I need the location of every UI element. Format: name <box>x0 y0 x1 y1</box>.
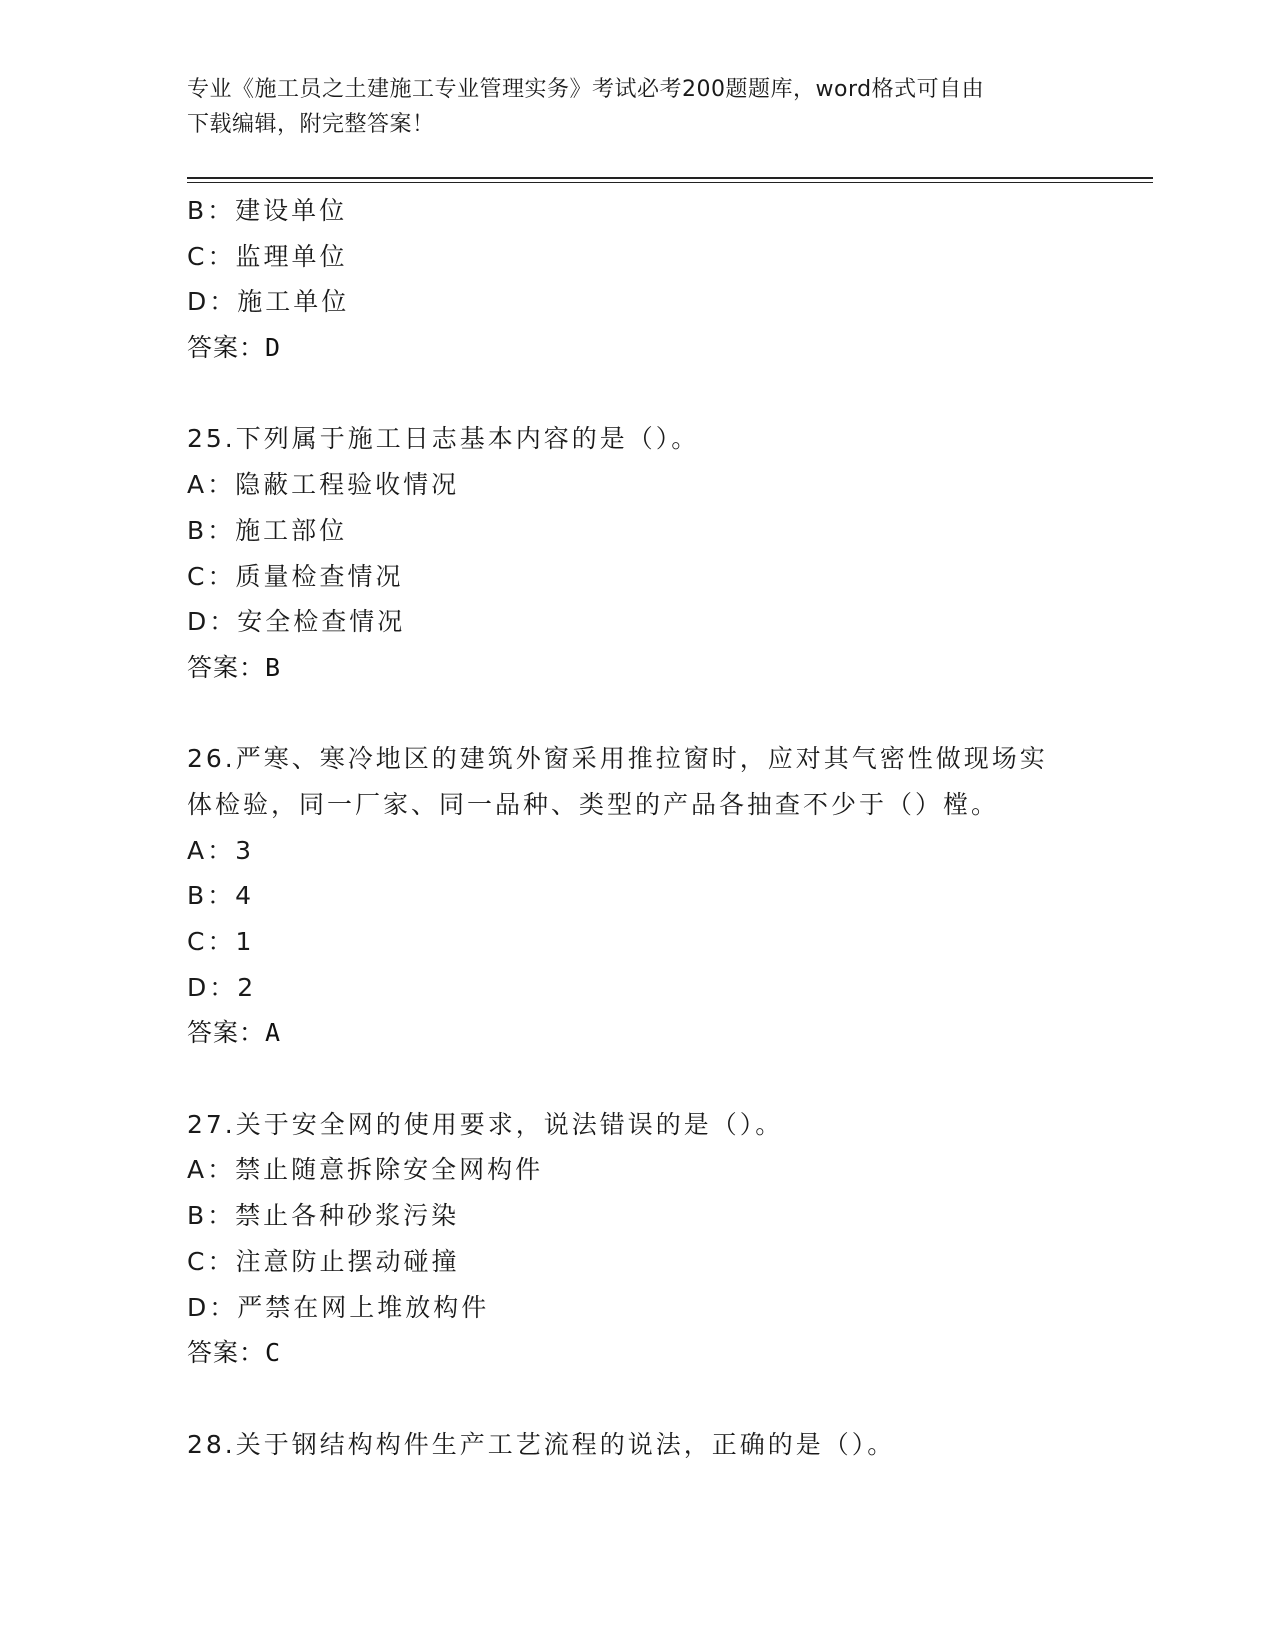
option-b: B：禁止各种砂浆污染 <box>187 1201 460 1231</box>
answer-value: C <box>265 1338 281 1368</box>
answer-line <box>187 325 1087 371</box>
answer-label: 答案： <box>187 1018 266 1048</box>
question-stem-line-1: 26.严寒、寒冷地区的建筑外窗采用推拉窗时，应对其气密性做现场实 <box>187 744 1048 774</box>
option-a: A：3 <box>187 835 255 865</box>
option-d: D：施工单位 <box>187 287 350 317</box>
spacer <box>187 371 1087 417</box>
option-b: B：4 <box>187 881 255 911</box>
question-stem: 27.关于安全网的使用要求，说法错误的是（）。 <box>187 1109 784 1139</box>
question-25 <box>187 416 1087 690</box>
answer-label: 答案： <box>187 1338 266 1368</box>
answer-value: D <box>265 333 281 363</box>
answer-value: B <box>265 652 281 682</box>
document-header <box>187 72 1067 142</box>
question-26 <box>187 736 1087 1056</box>
question-stem: 25.下列属于施工日志基本内容的是（）。 <box>187 424 700 454</box>
question-list <box>187 188 1087 1467</box>
option-d: D：2 <box>187 972 257 1002</box>
header-line-1: 专业《施工员之土建施工专业管理实务》考试必考200题题库，word格式可自由 <box>187 77 985 102</box>
question-28 <box>187 1422 1087 1468</box>
option-c: C：质量检查情况 <box>187 561 404 591</box>
option-a: A：隐蔽工程验收情况 <box>187 470 460 500</box>
answer-label: 答案： <box>187 333 266 363</box>
question-27 <box>187 1102 1087 1376</box>
answer-line <box>187 1010 1087 1056</box>
option-c: C：1 <box>187 927 255 956</box>
answer-label: 答案： <box>187 652 266 682</box>
spacer <box>187 1056 1087 1102</box>
option-b: B：施工部位 <box>187 515 348 545</box>
header-line-2: 下载编辑，附完整答案！ <box>187 112 435 137</box>
option-b: B：建设单位 <box>187 196 348 225</box>
option-a: A：禁止随意拆除安全网构件 <box>187 1155 544 1185</box>
option-c: C：注意防止摆动碰撞 <box>187 1246 460 1276</box>
option-d: D：严禁在网上堆放构件 <box>187 1292 490 1322</box>
header-rule-thick <box>187 177 1153 179</box>
option-c: C：监理单位 <box>187 241 348 271</box>
answer-line <box>187 1330 1087 1376</box>
option-d: D：安全检查情况 <box>187 607 406 637</box>
question-stem: 28.关于钢结构构件生产工艺流程的说法，正确的是（）。 <box>187 1429 896 1459</box>
question-stem-line-2: 体检验，同一厂家、同一品种、类型的产品各抽查不少于（）樘。 <box>187 789 1000 819</box>
spacer <box>187 691 1087 737</box>
header-rule-thin <box>187 182 1153 183</box>
answer-line <box>187 645 1087 691</box>
answer-value: A <box>265 1018 281 1048</box>
question-24-tail <box>187 188 1087 371</box>
spacer <box>187 1376 1087 1422</box>
